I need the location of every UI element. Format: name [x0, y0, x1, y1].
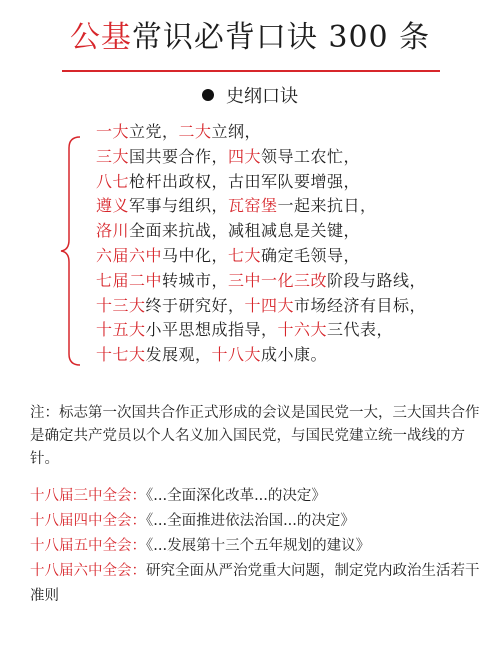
verse-keyword: 瓦窑堡 [228, 196, 278, 216]
plenum-text: 《...全面深化改革...的决定》 [146, 488, 326, 504]
curly-brace-icon [60, 136, 82, 366]
page-title [0, 18, 500, 58]
plenum-item [30, 559, 485, 609]
verse-keyword: 十五大 [96, 320, 146, 340]
verse-block [96, 120, 486, 368]
verse-keyword: 六届六中 [96, 245, 163, 265]
verse-text: 确定毛领导， [261, 245, 361, 265]
verse-text: 国共要合作， [129, 146, 229, 166]
plenum-text: 研究全面从严治党重大问题，制定党内政治生活若干准则 [30, 563, 480, 604]
verse-text: 发展观， [145, 345, 212, 365]
verse-keyword: 遵义 [96, 196, 130, 216]
verse-line [96, 318, 486, 343]
verse-keyword: 洛川 [96, 221, 130, 241]
verse-keyword: 八七 [96, 171, 130, 191]
verse-keyword: 七届二中 [96, 270, 163, 290]
verse-text: 成小康。 [261, 345, 328, 365]
verse-keyword: 一大 [96, 122, 130, 141]
verse-line [96, 219, 486, 244]
title-underline [62, 70, 440, 72]
verse-text: 立纲， [211, 122, 262, 141]
section-heading-text: 史纲口诀 [226, 86, 298, 107]
verse-keyword: 十四大 [244, 295, 295, 315]
verse-keyword: 二大 [178, 122, 212, 141]
verse-keyword: 七大 [228, 245, 262, 265]
bullet-dot-icon [202, 89, 214, 101]
note-text: 标志第一次国共合作正式形成的会议是国民党一大，三大国共合作是确定共产党员以个人名义加入国民党，与国民党建立统一战线的方针。 [30, 405, 480, 467]
plenum-item [30, 534, 485, 559]
verse-line [96, 170, 486, 195]
page-title-accent: 公基 [69, 20, 132, 55]
plenum-label: 十八届五中全会： [30, 538, 146, 554]
verse-keyword: 十八大 [211, 345, 262, 365]
verse-text: 领导工农忙， [261, 146, 361, 166]
verse-line [96, 269, 486, 294]
verse-text: 枪杆出政权， [129, 171, 229, 191]
verse-text: 全面来抗战，减租减息是关键， [129, 221, 361, 241]
section-heading [0, 84, 500, 110]
note-paragraph [30, 402, 480, 471]
verse-text: 小平思想成指导， [145, 320, 278, 340]
verse-text: 立党， [129, 122, 179, 141]
verse-text: 终于研究好， [145, 295, 245, 315]
verse-text: 三代表， [327, 320, 394, 340]
verse-line [96, 194, 486, 219]
verse-text: 军事与组织， [129, 196, 229, 216]
plenum-text: 《...发展第十三个五年规划的建议》 [146, 538, 371, 554]
verse-line [96, 244, 486, 269]
verse-keyword: 十三大 [96, 295, 146, 315]
note-label: 注： [30, 405, 59, 421]
verse-text: 阶段与路线， [327, 270, 427, 290]
verse-line [96, 145, 486, 170]
plenum-item [30, 509, 485, 534]
page-title-rest: 常识必背口诀 300 条 [131, 20, 431, 55]
verse-keyword: 三大 [96, 146, 130, 166]
verse-text: 转城市， [162, 270, 229, 290]
plenum-item [30, 484, 485, 509]
plenum-text: 《...全面推进依法治国...的决定》 [146, 513, 355, 529]
verse-line [96, 120, 486, 145]
verse-keyword: 十七大 [96, 345, 146, 365]
verse-keyword: 三中一化三改 [228, 270, 328, 290]
verse-line [96, 343, 486, 368]
plenum-label: 十八届三中全会： [30, 488, 146, 504]
verse-text: 马中化， [162, 245, 229, 265]
verse-keyword: 四大 [228, 146, 262, 166]
verse-text: 古田军队要增强， [228, 171, 361, 191]
verse-keyword: 十六大 [277, 320, 328, 340]
plenum-label: 十八届六中全会： [30, 563, 146, 579]
verse-text: 市场经济有目标， [294, 295, 427, 315]
verse-text: 一起来抗日， [277, 196, 377, 216]
verse-line [96, 294, 486, 319]
plenum-label: 十八届四中全会： [30, 513, 146, 529]
plenum-list [30, 484, 485, 609]
